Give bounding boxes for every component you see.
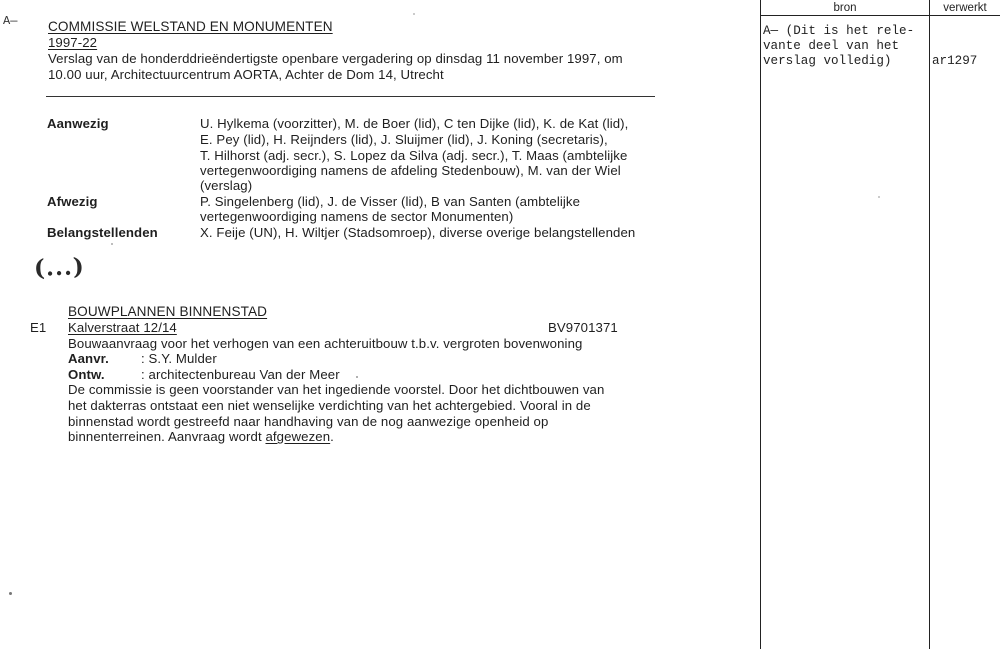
advice-line-text: binnenterreinen. Aanvraag wordt	[68, 429, 266, 444]
advice-last-line	[68, 429, 334, 445]
table-left-border	[760, 0, 761, 649]
item-address: Kalverstraat 12/14	[68, 320, 177, 335]
table-column-separator	[929, 0, 930, 649]
advice-line: De commissie is geen voorstander van het ingediende voorstel. Door het dichtbouwen van	[68, 382, 605, 397]
scan-speck	[111, 243, 113, 245]
processed-code: ar1297	[932, 54, 978, 68]
table-header-rule	[760, 15, 1000, 16]
scan-speck	[413, 13, 415, 15]
scan-speck	[9, 592, 12, 595]
source-note-line: vante deel van het	[763, 39, 900, 53]
stakeholders-line: X. Feije (UN), H. Wiltjer (Stadsomroep), diverse overige belangstellenden	[200, 225, 636, 240]
present-line: U. Hylkema (voorzitter), M. de Boer (lid), C ten Dijke (lid), K. de Kat (lid),	[200, 116, 629, 131]
present-line: vertegenwoordiging namens de afdeling Stedenbouw), M. van der Wiel	[200, 163, 621, 178]
designer-value: : architectenbureau Van der Meer	[141, 367, 340, 382]
absent-line: vertegenwoordiging namens de sector Monumenten)	[200, 209, 514, 224]
present-line: (verslag)	[200, 178, 253, 193]
stakeholders-label: Belangstellenden	[47, 225, 158, 240]
designer-label: Ontw.	[68, 367, 105, 382]
intro-line-1: Verslag van de honderddrieëndertigste openbare vergadering op dinsdag 11 november 1997, om	[48, 51, 623, 66]
column-header-processed: verwerkt	[943, 2, 987, 14]
advice-line: het dakterras ontstaat een niet wenselijke verdichting van het achtergebied. Vooral in de	[68, 398, 591, 413]
report-number: 1997-22	[48, 35, 98, 50]
decision-text: afgewezen	[265, 429, 331, 444]
absent-label: Afwezig	[47, 194, 98, 209]
source-note-line: A— (Dit is het rele-	[763, 24, 915, 38]
present-line: E. Pey (lid), H. Reijnders (lid), J. Sluijmer (lid), J. Koning (secretaris),	[200, 132, 608, 147]
margin-mark: A—	[3, 14, 18, 28]
request-description: Bouwaanvraag voor het verhogen van een achteruitbouw t.b.v. vergroten bovenwoning	[68, 336, 583, 351]
absent-line: P. Singelenberg (lid), J. de Visser (lid), B van Santen (ambtelijke	[200, 194, 581, 209]
present-line: T. Hilhorst (adj. secr.), S. Lopez da Silva (adj. secr.), T. Maas (ambtelijke	[200, 148, 628, 163]
intro-line-2: 10.00 uur, Architectuurcentrum AORTA, Achter de Dom 14, Utrecht	[48, 67, 444, 82]
section-title: BOUWPLANNEN BINNENSTAD	[68, 304, 268, 319]
advice-line-end: .	[330, 429, 334, 444]
omission-ellipsis: (...)	[33, 253, 86, 282]
header-divider	[46, 96, 655, 97]
advice-line: binnenstad wordt gestreefd naar handhaving van de nog aanwezige openheid op	[68, 414, 549, 429]
present-label: Aanwezig	[47, 116, 109, 131]
scan-speck	[878, 196, 880, 198]
column-header-source: bron	[833, 2, 857, 14]
applicant-value: : S.Y. Mulder	[141, 351, 217, 366]
item-code: E1	[30, 320, 47, 335]
scan-speck	[356, 376, 358, 378]
organisation-title: COMMISSIE WELSTAND EN MONUMENTEN	[48, 19, 333, 34]
source-note-line: verslag volledig)	[763, 54, 892, 68]
applicant-label: Aanvr.	[68, 351, 109, 366]
item-reference: BV9701371	[548, 320, 618, 335]
